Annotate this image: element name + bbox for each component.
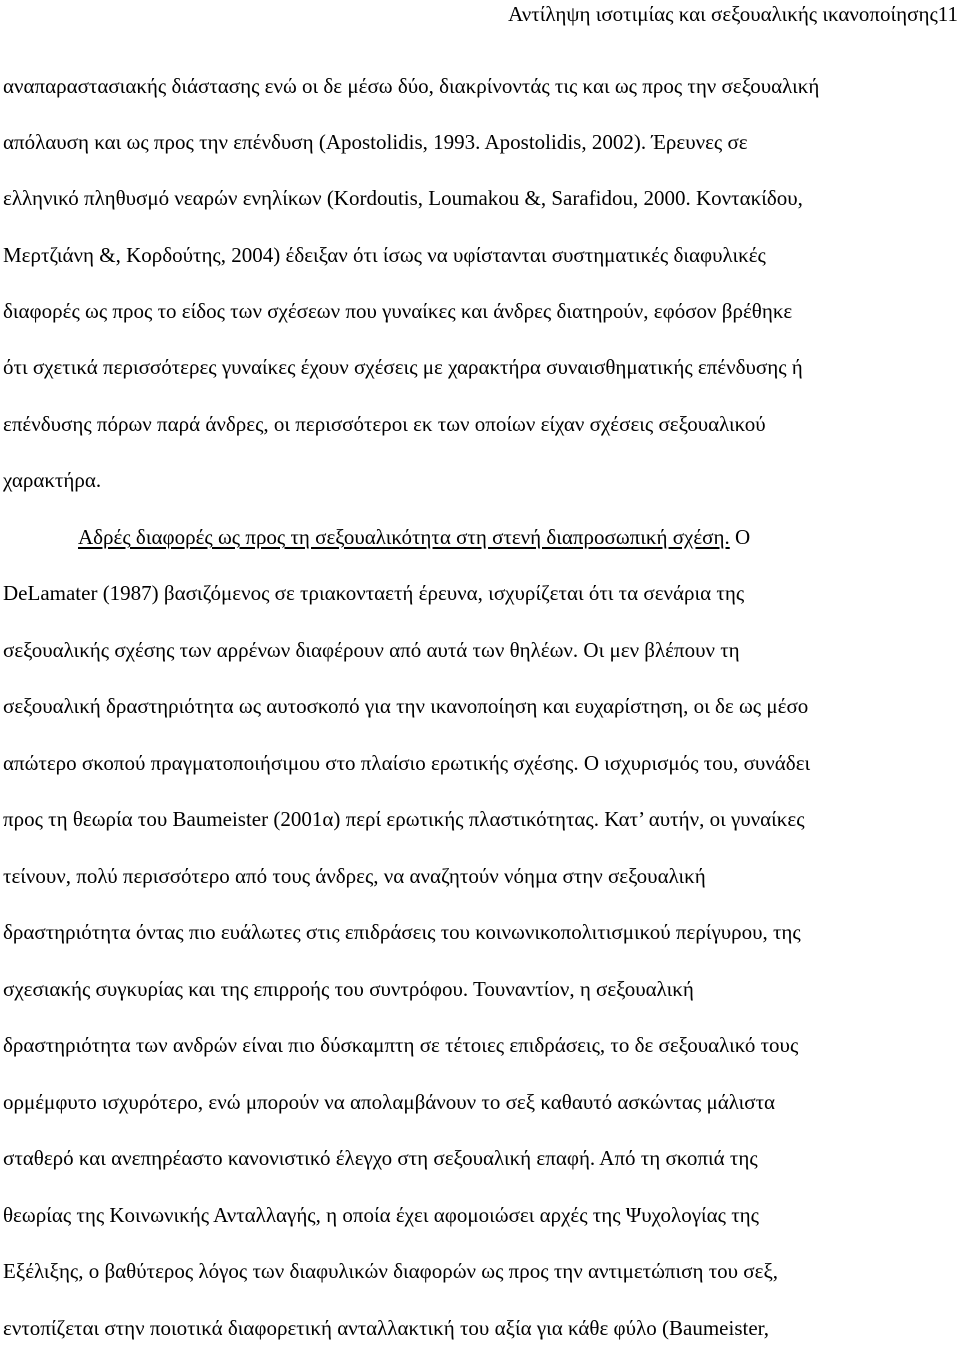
text-line: ότι σχετικά περισσότερες γυναίκες έχουν σχέσεις με χαρακτήρα συναισθηματικής επένδυσης ή: [3, 355, 803, 379]
text-line: απώτερο σκοπού πραγματοποιήσιμου στο πλαίσιο ερωτικής σχέσης. Ο ισχυρισμός του, συνάδει: [3, 751, 811, 775]
text-line: σεξουαλική δραστηριότητα ως αυτοσκοπό για την ικανοποίηση και ευχαρίστηση, οι δε ως μέσο: [3, 694, 809, 718]
text-line: ελληνικό πληθυσμό νεαρών ενηλίκων (Kordoutis, Loumakou &, Sarafidou, 2000. Κοντακίδου,: [3, 186, 803, 210]
text-line: θεωρίας της Κοινωνικής Ανταλλαγής, η οποία έχει αφομοιώσει αρχές της Ψυχολογίας της: [3, 1203, 759, 1227]
section-heading-line: [78, 523, 750, 551]
text-line: εντοπίζεται στην ποιοτικά διαφορετική ανταλλακτική του αξία για κάθε φύλο (Baumeister,: [3, 1316, 770, 1340]
text-line: δραστηριότητα όντας πιο ευάλωτες στις επιδράσεις του κοινωνικοπολιτισμικού περίγυρου, της: [3, 920, 801, 944]
section-heading-tail: Ο: [729, 525, 751, 549]
text-line: σεξουαλικής σχέσης των αρρένων διαφέρουν από αυτά των θηλέων. Οι μεν βλέπουν τη: [3, 638, 740, 662]
text-line: επένδυσης πόρων παρά άνδρες, οι περισσότεροι εκ των οποίων είχαν σχέσεις σεξουαλικού: [3, 412, 766, 436]
text-line: απόλαυση και ως προς την επένδυση (Apostolidis, 1993. Apostolidis, 2002). Έρευνες σε: [3, 130, 748, 154]
text-line: προς τη θεωρία του Baumeister (2001α) περί ερωτικής πλαστικότητας. Κατ’ αυτήν, οι γυναίκες: [3, 807, 805, 831]
text-line: χαρακτήρα.: [3, 468, 102, 492]
text-line: διαφορές ως προς το είδος των σχέσεων που γυναίκες και άνδρες διατηρούν, εφόσον βρέθηκε: [3, 299, 793, 323]
text-line: τείνουν, πολύ περισσότερο από τους άνδρες, να αναζητούν νόημα στην σεξουαλική: [3, 864, 706, 888]
text-line: αναπαραστασιακής διάστασης ενώ οι δε μέσω δύο, διακρίνοντάς τις και ως προς την σεξουαλική: [3, 74, 820, 98]
text-line: Εξέλιξης, ο βαθύτερος λόγος των διαφυλικών διαφορών ως προς την αντιμετώπιση του σεξ,: [3, 1259, 779, 1283]
running-header: Αντίληψη ισοτιμίας και σεξουαλικής ικανοποίησης11: [508, 2, 958, 26]
text-line: δραστηριότητα των ανδρών είναι πιο δύσκαμπτη σε τέτοιες επιδράσεις, το δε σεξουαλικό τους: [3, 1033, 799, 1057]
text-line: DeLamater (1987) βασιζόμενος σε τριακονταετή έρευνα, ισχυρίζεται ότι τα σενάρια της: [3, 581, 745, 605]
text-line: ορμέμφυτο ισχυρότερο, ενώ μπορούν να απολαμβάνουν το σεξ καθαυτό ασκώντας μάλιστα: [3, 1090, 776, 1114]
text-line: σταθερό και ανεπηρέαστο κανονιστικό έλεγχο στη σεξουαλική επαφή. Από τη σκοπιά της: [3, 1146, 758, 1170]
section-heading: Αδρές διαφορές ως προς τη σεξουαλικότητα στη στενή διαπροσωπική σχέση.: [78, 525, 730, 549]
text-line: σχεσιακής συγκυρίας και της επιρροής του συντρόφου. Τουναντίον, η σεξουαλική: [3, 977, 694, 1001]
text-line: Μερτζιάνη &, Κορδούτης, 2004) έδειξαν ότι ίσως να υφίστανται συστηματικές διαφυλικές: [3, 243, 766, 267]
